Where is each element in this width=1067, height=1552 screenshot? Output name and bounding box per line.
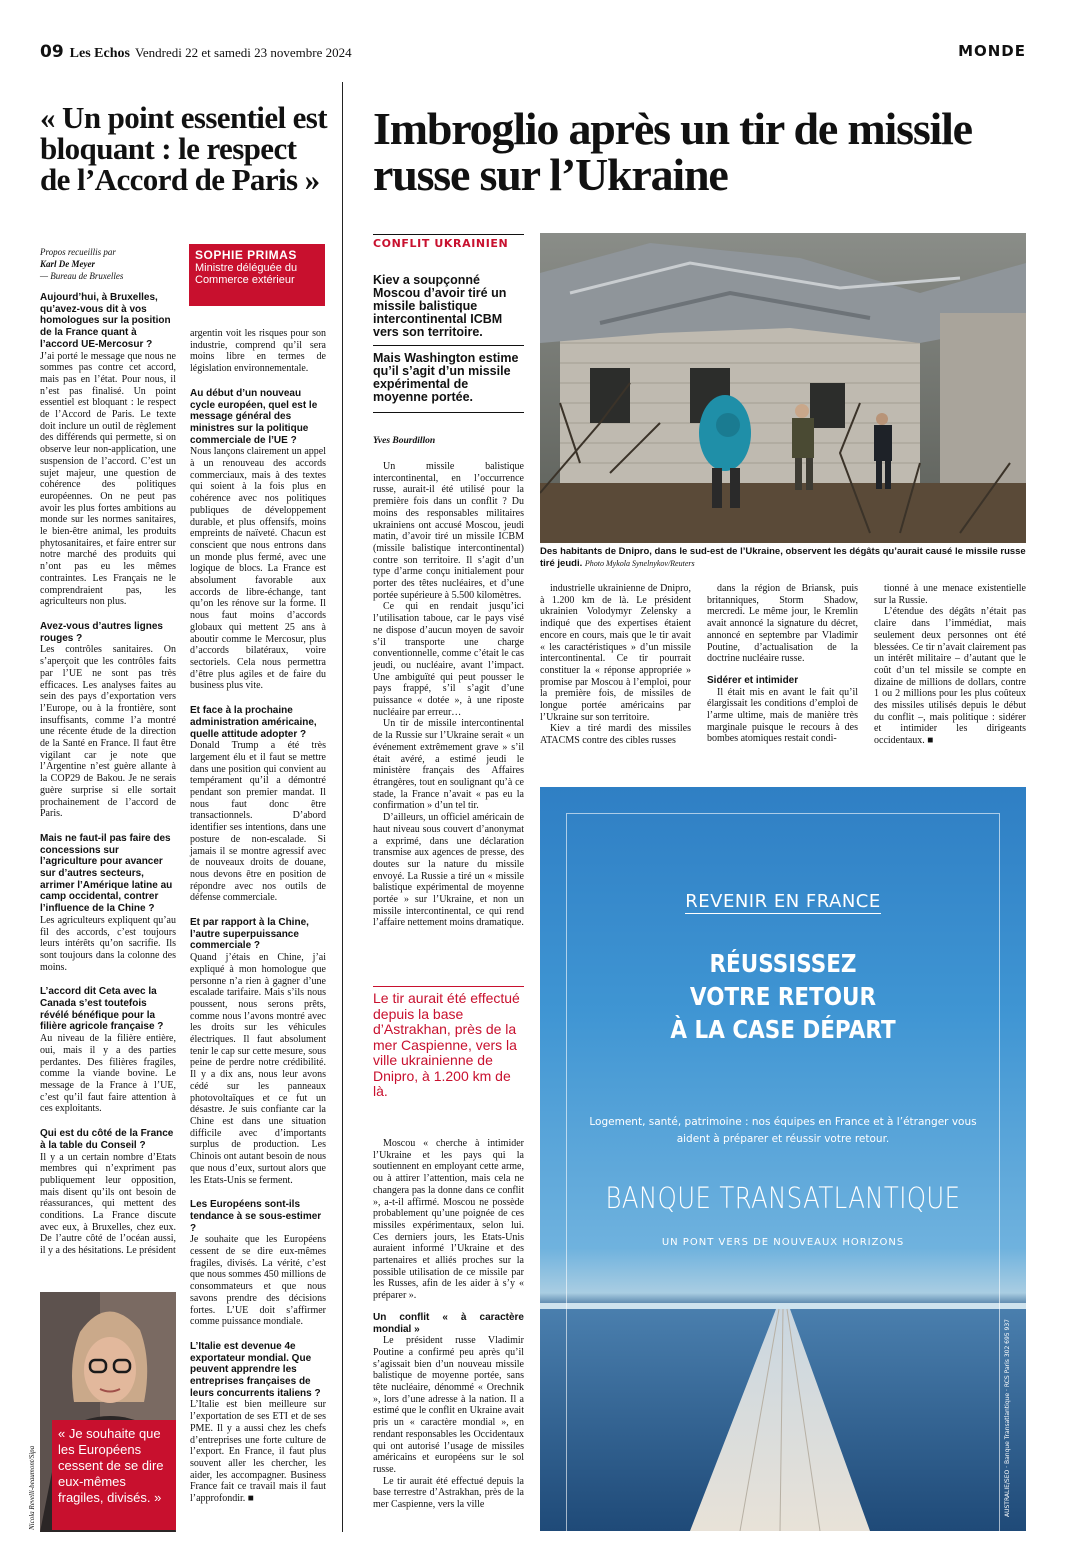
interview-answer: Donald Trump a été très largement élu et il faut se mettre dans une position qui convient au tempérament qu’il a démontré pendant son premier mandat. Il nous faut donc être transactionnels. D’abord identifier ses intentions, dans une posture de non-escalade. Si jamais il se montre agressif avec de nouveaux droits de douane, nous devons être en position de répondre avec nos outils de défense commerciale. bbox=[190, 740, 326, 904]
paragraph-gap bbox=[40, 608, 176, 621]
paragraph-gap bbox=[40, 973, 176, 986]
article-kicker: CONFLIT UKRAINIEN bbox=[373, 237, 509, 250]
article-paragraph: Un tir de missile intercontinental de la Russie sur l’Ukraine serait « un événement extrêmement grave » s’il était avéré, a estimé jeudi le ministère français des Affaires étrangères, tout en soulignant qu’à ce stade, la France n’avait « pas eu la confirmation » d’un tel tir. bbox=[373, 718, 524, 812]
article-paragraph: industrielle ukrainienne de Dnipro, à 1.200 km de là. Le président ukrainien Volodymyr Zelensky a indiqué que des expertises étaient encore en cours, mais que le tir avait « les caractéristiques » d’un missile intercontinental. Ce tir pourrait constituer la « réponse appropriée » promise par Moscou à l’emploi, pour la première fois, de missiles de longue portée américains par l’Ukraine sur son territoire. bbox=[540, 583, 691, 723]
pull-quote-box: « Je souhaite que les Européens cessent de se dire eux-mêmes fragiles, divisés. » bbox=[52, 1420, 176, 1530]
article-paragraph: Il était mis en avant le fait qu’il élargissait les conditions d’emploi de l’arme ultime, mais de manière très marginale puisque le recours à des bombes atomiques restait condi- bbox=[707, 686, 858, 745]
article-column-2 bbox=[540, 583, 691, 747]
interview-answer: Les contrôles sanitaires. On s’aperçoit que les contrôles faits par l’UE ne sont pas très efficaces. Les analyses faites au sein des pays d’exportation vers l’Europe, ou à la frontière, sont insuffisants, comme l’a montré une récente étude de la direction de la Santé en France. Il faut être vigilant car je note que l’Argentine n’est guère allante à la COP29 de Bakou. Je ne serais guère surprise si elle sortait prochainement de l’accord de Paris. bbox=[40, 644, 176, 820]
interview-question: Qui est du côté de la France à la table du Conseil ? bbox=[40, 1128, 174, 1151]
ad-legal: AUSTRALIE/SEO · Banque Transatlantique · RCS Paris 302 695 937 bbox=[1004, 1319, 1011, 1517]
article-column-3 bbox=[707, 583, 858, 745]
ad-tagline: UN PONT VERS DE NOUVEAUX HORIZONS bbox=[661, 1237, 905, 1248]
interview-credit bbox=[40, 246, 180, 282]
article-paragraph: dans la région de Briansk, puis britanniques, Storm Shadow, mercredi. Le même jour, le Kremlin avait annoncé la signature du décret, annoncé en septembre par Vladimir Poutine, d’actualisation de la doctrine nucléaire russe. bbox=[707, 583, 858, 665]
article-subheading: Un conflit « à caractère mondial » bbox=[373, 1311, 524, 1335]
credit-name: Karl De Meyer bbox=[40, 259, 95, 269]
photo-caption bbox=[540, 546, 1026, 569]
issue-date: Vendredi 22 et samedi 23 novembre 2024 bbox=[134, 45, 352, 60]
paragraph-gap bbox=[40, 820, 176, 833]
newspaper-brand: Les Echos bbox=[69, 46, 130, 61]
interview-answer: Au niveau de la filière entière, oui, mais il y a des parties perdantes. Des filières fragiles, comme la viande bovine. Le message de la France à l’UE, c’est qu’il faut faire attention à ces exploitants. bbox=[40, 1033, 176, 1115]
interviewee-name: SOPHIE PRIMAS bbox=[195, 248, 297, 262]
article-paragraph: Le président russe Vladimir Poutine a confirmé peu après qu’il s’agissait bien d’un nouveau missile balistique de moyenne portée, sans tête nucléaire, dénommé « Orechnik », lors d’une adresse à la nation. Il a estimé que le conflit en Ukraine avait pris un « caractère mondial », en rendant responsables les Occidentaux qui ont autorisé l’usage de missiles américains et européens sur le sol russe. bbox=[373, 1335, 524, 1475]
interview-answer: Les agriculteurs expliquent qu’au fil des accords, c’est toujours leurs intérêts qu’on sacrifie. Ils sont toujours dans la colonne des moins. bbox=[40, 914, 176, 973]
article-pullquote: Le tir aurait été effectué depuis la base d’Astrakhan, près de la mer Caspienne, vers la ville ukrainienne de Dnipro, à 1.200 km de là. bbox=[373, 986, 524, 1100]
damaged-building-photo bbox=[540, 233, 1026, 543]
ad-brand: BANQUE TRANSATLANTIQUE bbox=[605, 1181, 961, 1215]
interview-question: L’Italie est devenue 4e exportateur mondial. Que peuvent apprendre les entreprises françaises de leurs concurrents italiens ? bbox=[190, 1340, 321, 1399]
paragraph-gap bbox=[190, 904, 326, 917]
interview-answer: Je souhaite que les Européens cessent de se dire eux-mêmes fragiles, divisés. La vérité, c’est que nous sommes 450 millions de consommateurs et que nous savons prendre des décisions fortes. L’UE doit s’affirmer comme puissance mondiale. bbox=[190, 1234, 326, 1328]
article-column-4 bbox=[874, 583, 1026, 747]
advertisement[interactable] bbox=[540, 787, 1026, 1531]
paragraph-gap bbox=[190, 1186, 326, 1199]
interview-answer: Quand j’étais en Chine, j’ai expliqué à mon homologue que personne n’a rien à gagner d’une escalade tarifaire. Mais s’ils nous poussent, nous serons prêts, comme nous l’avons montré avec les droits sur les véhicules électriques. Il faut absolument tenir le cap sur cette mesure, sous peine de perdre notre crédibilité. Il y a dix ans, nous leur avons cédé sur les panneaux photovoltaïques et ce fut un désastre. Je suis confiante car la Chine est dans une situation difficile avec d’importants surplus de production. Les Chinois ont autant besoin de nous que nous d’eux, surtout alors que les Etats-Unis se ferment. bbox=[190, 952, 326, 1186]
article-paragraph: D’ailleurs, un officiel américain de haut niveau sous couvert d’anonymat a exprimé, dans une déclaration transmise aux agences de presse, des doutes sur la nature du missile envoyé. La Russie a tiré un « missile balistique expérimental de moyenne portée » sur l’Ukraine, et non un missile intercontinental, ce qui rend l’affaire nettement moins dramatique. bbox=[373, 812, 524, 929]
ad-frame bbox=[566, 813, 1000, 1531]
interview-answer: argentin voit les risques pour son industrie, comprend qu’il sera moins libre en termes de législation environnementale. bbox=[190, 328, 326, 375]
interview-question: Et par rapport à la Chine, l’autre superpuissance commerciale ? bbox=[190, 917, 309, 952]
interview-answer: J’ai porté le message que nous ne sommes pas contre cet accord, mais pas en l’état. Pour nous, il n’est pas finalisé. Un point essentiel est bloquant : le respect de l’Accord de Paris. Le texte doit inclure un outil de règlement des différends qui permette, si on observe leur non-application, une suspension de l’accord. C’est un sujet majeur, une question de cohérence des politiques européennes. On ne peut pas avoir les plus fortes ambitions au monde sur les normes sanitaires, le bien-être animal, les produits phytosanitaires, et faire entrer sur notre marché des produits qui n’ont pas eu les mêmes contraintes. Les Français ne le comprendraient pas, les agriculteurs non plus. bbox=[40, 350, 176, 608]
kicker-rule bbox=[373, 234, 524, 235]
article-paragraph: Kiev a tiré mardi des missiles ATACMS contre des cibles russes bbox=[540, 723, 691, 747]
standfirst-2: Mais Washington estime qu’il s’agit d’un missile expérimental de moyenne portée. bbox=[373, 351, 519, 404]
interview-answer: Nous lançons clairement un appel à un renouveau des accords commerciaux, mais à des textes qui soient à la fois plus en cohérence avec nos politiques publiques de développement durable, et plus offensifs, moins empreints de naïveté. Chacun est conscient que nous entrons dans un monde plus fermé, avec une logique de blocs. La France est absolument favorable aux accords de libre-échange, tant qu’on les rénove sur la forme. Il nous faut moins d’accords globaux qui mettent 25 ans à aboutir comme le Mercosur, plus d’accords bilatéraux, voire sectoriels. Cela nous permettra d’être plus agiles et de faire du business plus vite. bbox=[190, 446, 326, 692]
caption-text: Des habitants de Dnipro, dans le sud-est de l’Ukraine, observent les dégâts qu’aurait causé le missile russe tiré jeudi. bbox=[540, 546, 1026, 569]
paragraph-gap bbox=[190, 692, 326, 705]
standfirst-divider bbox=[373, 345, 524, 346]
article-paragraph: L’étendue des dégâts n’était pas claire dans l’immédiat, mais seulement deux personnes ont été blessées. Ce tir n’avait clairement pas un intérêt militaire – d’autant que le coût d’un tel missile se compte en dizaine de millions de dollars, contre 1 ou 2 millions pour les plus coûteux des missiles utilisés depuis le début du conflit –, mais politique : sidérer et intimider les dirigeants occidentaux. ■ bbox=[874, 606, 1026, 747]
paragraph-gap bbox=[40, 1115, 176, 1128]
credit-bureau: — Bureau de Bruxelles bbox=[40, 271, 124, 281]
page-number: 09 bbox=[40, 42, 64, 62]
article-column-1 bbox=[373, 461, 524, 929]
credit-prefix: Propos recueillis par bbox=[40, 247, 116, 257]
paragraph-gap bbox=[190, 1328, 326, 1341]
interview-question: Et face à la prochaine administration américaine, quelle attitude adopter ? bbox=[190, 705, 317, 740]
article-byline: Yves Bourdillon bbox=[373, 436, 436, 446]
column-divider bbox=[342, 82, 343, 1532]
article-standfirst bbox=[373, 274, 524, 413]
standfirst-1: Kiev a soupçonné Moscou d’avoir tiré un missile balistique intercontinental ICBM vers son territoire. bbox=[373, 273, 507, 339]
interview-answer: L’Italie est bien meilleure sur l’exportation de ses ETI et de ses PME. Il y a aussi chez les chefs d’entreprises une forte culture de l’export. En France, il faut plus souvent aller les chercher, les aider, les accompagner. Business France fait ce travail mais il faut l’approfondir. ■ bbox=[190, 1399, 326, 1505]
interview-column-2 bbox=[190, 328, 326, 1505]
article-column-1-continued bbox=[373, 1138, 524, 1511]
article-paragraph: Ce qui en rendait jusqu’ici l’utilisation taboue, car le pays visé ne dispose d’aucun moyen de savoir s’il transporte une charge conventionnelle, comme c’était le cas jeudi, ou nucléaire, avant l’impact. Une ambiguïté qui peut pousser le pays frappé, s’il s’agit d’une puissance « dotée », à une riposte nucléaire par erreur… bbox=[373, 601, 524, 718]
ad-kicker: REVENIR EN FRANCE bbox=[685, 891, 881, 912]
interview-column-1 bbox=[40, 292, 176, 1257]
article-subheading: Sidérer et intimider bbox=[707, 674, 799, 686]
article-title: Imbroglio après un tir de missile russe sur l’Ukraine bbox=[373, 103, 972, 200]
article-paragraph: Moscou « cherche à intimider l’Ukraine et les pays qui la soutiennent en employant cette arme, ou à attirer l’attention, mais cela ne changera pas la donne dans ce conflit », a-t-il affirmé. Moscou ne possède probablement qu’une poignée de ces missiles expérimentaux, selon lui. Ces derniers jours, les Etats-Unis auraient informé l’Ukraine et des partenaires et alliés proches sur la possible utilisation de ce missile par les Russes, afin de les aider à s’y « préparer ». bbox=[373, 1138, 524, 1302]
interview-question: L’accord dit Ceta avec la Canada s’est toutefois révélé bénéfique pour la filière agricole française ? bbox=[40, 986, 164, 1033]
standfirst-divider-bottom bbox=[373, 412, 524, 413]
article-paragraph: Le tir aurait été effectué depuis la base terrestre d’Astrakhan, près de la mer Caspienne, vers la ville bbox=[373, 1475, 524, 1511]
portrait-credit: Nicola Revelli-beaumont/Sipa bbox=[28, 1445, 36, 1530]
interview-question: Avez-vous d’autres lignes rouges ? bbox=[40, 620, 163, 644]
article-paragraph: Un missile balistique intercontinental, en l’occurrence russe, aurait-il été utilisé pour la première fois dans un conflit ? Du moins des responsables militaires ukrainiens ont accusé Moscou, jeudi matin, d’avoir tiré un missile ICBM (missile balistique intercontinental) contre son territoire. Il s’agit d’un type d’arme conçu initialement pour porter des têtes nucléaires, et d’une portée supérieure à 5.500 kilomètres. bbox=[373, 461, 524, 601]
interview-answer: Il y a un certain nombre d’Etats membres qui n’expriment pas publiquement leur opposition, mais disent qu’ils ont besoin de réassurances, qui mettent des conditions. La France discute avec eux, à Bruxelles, chez eux. De l’autre côté de l’océan aussi, il y a des hésitations. Le président bbox=[40, 1151, 176, 1257]
interviewee-box bbox=[189, 244, 325, 306]
article-paragraph: tionné à une menace existentielle sur la Russie. bbox=[874, 583, 1026, 606]
interview-question: Les Européens sont-ils tendance à se sous-estimer ? bbox=[190, 1199, 322, 1234]
interviewee-role: Ministre déléguée du Commerce extérieur bbox=[195, 262, 298, 286]
caption-credit: Photo Mykola Synelnykov/Reuters bbox=[584, 558, 695, 568]
ad-headline: RÉUSSISSEZ VOTRE RETOUR À LA CASE DÉPART bbox=[670, 949, 896, 1044]
paragraph-gap bbox=[190, 375, 326, 388]
page-header bbox=[40, 42, 1026, 64]
interview-question: Au début d’un nouveau cycle européen, quel est le message général des ministres sur la politique commerciale de l’UE ? bbox=[190, 387, 318, 446]
interview-question: Mais ne faut-il pas faire des concessions sur l’agriculture pour avancer sur d’autres secteurs, arrimer l’Amérique latine au camp occidental, contrer l’influence de la Chine ? bbox=[40, 832, 173, 915]
interview-question: Aujourd’hui, à Bruxelles, qu’avez-vous dit à vos homologues sur la position de la France quant à l’accord UE-Mercosur ? bbox=[40, 292, 171, 350]
ad-body: Logement, santé, patrimoine : nos équipes en France et à l’étranger vous aident à préparer et réussir votre retour. bbox=[589, 1116, 977, 1145]
section-name: MONDE bbox=[958, 42, 1026, 60]
interview-title: « Un point essentiel est bloquant : le respect de l’Accord de Paris » bbox=[40, 100, 327, 197]
article-photo bbox=[540, 233, 1026, 543]
